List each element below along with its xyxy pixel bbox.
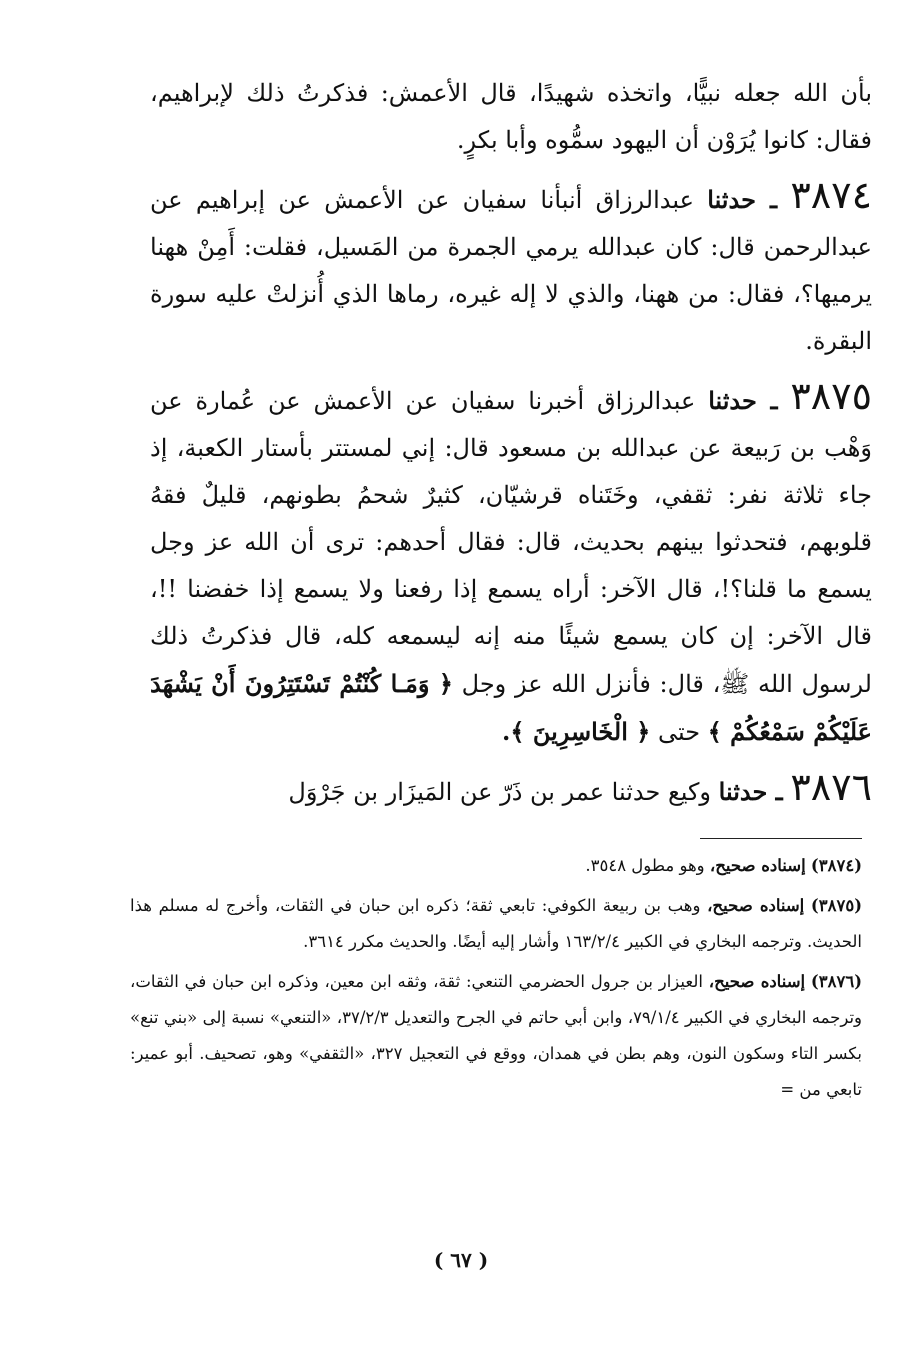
main-text [150,70,872,824]
hadith-lead: ـ حدثنا [718,777,783,806]
footnote-grade: إسناده صحيح، [707,896,805,915]
footnote-grade: إسناده صحيح، [708,972,806,991]
footnote-text: وهب بن ربيعة الكوفي: تابعي ثقة؛ ذكره ابن حبان في الثقات، وأخرج له مسلم هذا الحديث. وترجمه البخاري في الكبير ١٦٣/٢/٤ وأشار إليه أيضًا. والحديث مكرر ٣٦١٤. [130,896,862,951]
footnote [130,888,862,960]
hadith-number: ٣٨٧٤ [790,173,872,217]
hadith-3876 [150,764,872,816]
footnote-number: (٣٨٧٦) [810,972,862,991]
hadith-3875 [150,373,872,756]
hadith-text: وكيع حدثنا عمر بن ذَرّ عن المَيزَار بن جَرْوَل [288,778,712,806]
hadith-3874 [150,172,872,365]
hadith-number: ٣٨٧٦ [790,765,872,809]
footnote-text: وهو مطول ٣٥٤٨. [585,856,705,875]
hadith-lead: ـ حدثنا [707,185,778,214]
footnote-number: (٣٨٧٥) [810,896,862,915]
hadith-text: عبدالرزاق أنبأنا سفيان عن الأعمش عن إبراهيم عن عبدالرحمن قال: كان عبدالله يرمي الجمرة من المَسيل، فقلت: أَمِنْ ههنا يرميها؟، فقال: من ههنا، والذي لا إله غيره، رماها الذي أُنزلتْ عليه سورة البقرة. [150,186,872,355]
footnote-text: العيزار بن جرول الحضرمي التنعي: ثقة، وثقه ابن معين، وذكره ابن حبان في الثقات، وترجمه البخاري في الكبير ٧٩/١/٤، وابن أبي حاتم في الجرح والتعديل ٣٧/٢/٣، «التنعي» نسبة إلى «بني تنع» بكسر التاء وسكون النون، وهم بطن في همدان، ووقع في التعجيل ٣٢٧، «الثقفي» وهو، تصحيف. أبو عمير: تابعي من = [130,972,863,1099]
quran-verse-end: ﴿ الْخَاسِرِينَ ﴾. [502,717,651,746]
footnote [130,964,862,1108]
quran-verse: ﴿ وَمَـا كُنْتُمْ تَسْتَتِرُونَ أَنْ يَشْهَدَ عَلَيْكُمْ سَمْعُكُمْ ﴾ [150,669,872,746]
hadith-until: حتى [657,718,701,746]
hadith-lead: ـ حدثنا [708,386,778,415]
footnotes [130,848,862,1112]
footnote-grade: إسناده صحيح، [709,856,806,875]
page-number: ( ٦٧ ) [433,1248,489,1272]
footnote [130,848,862,884]
intro-paragraph: بأن الله جعله نبيًّا، واتخذه شهيدًا، قال الأعمش: فذكرتُ ذلك لإبراهيم، فقال: كانوا يُرَوْن أن اليهود سمُّوه وأبا بكرٍ. [150,79,872,154]
footnote-divider [700,838,862,839]
footnote-number: (٣٨٧٤) [810,856,862,875]
hadith-text: عبدالرزاق أخبرنا سفيان عن الأعمش عن عُمارة عن وَهْب بن رَبيعة عن عبدالله بن مسعود قال: إني لمستتر بأستار الكعبة، إذ جاء ثلاثة نفر: ثقفي، وخَتَناه قرشيّان، كثيرٌ شحمُ بطونهم، قليلٌ فقهُ قلوبهم، فتحدثوا بينهم بحديث، قال: فقال أحدهم: ترى أن الله عز وجل يسمع ما قلنا؟!، قال الآخر: أراه يسمع إذا رفعنا ولا يسمع إذا خفضنا !!، قال الآخر: إن كان يسمع شيئًا منه إنه ليسمعه كله، قال فذكرتُ ذلك لرسول الله ﷺ، قال: فأنزل الله عز وجل [150,387,872,698]
hadith-number: ٣٨٧٥ [790,374,872,418]
